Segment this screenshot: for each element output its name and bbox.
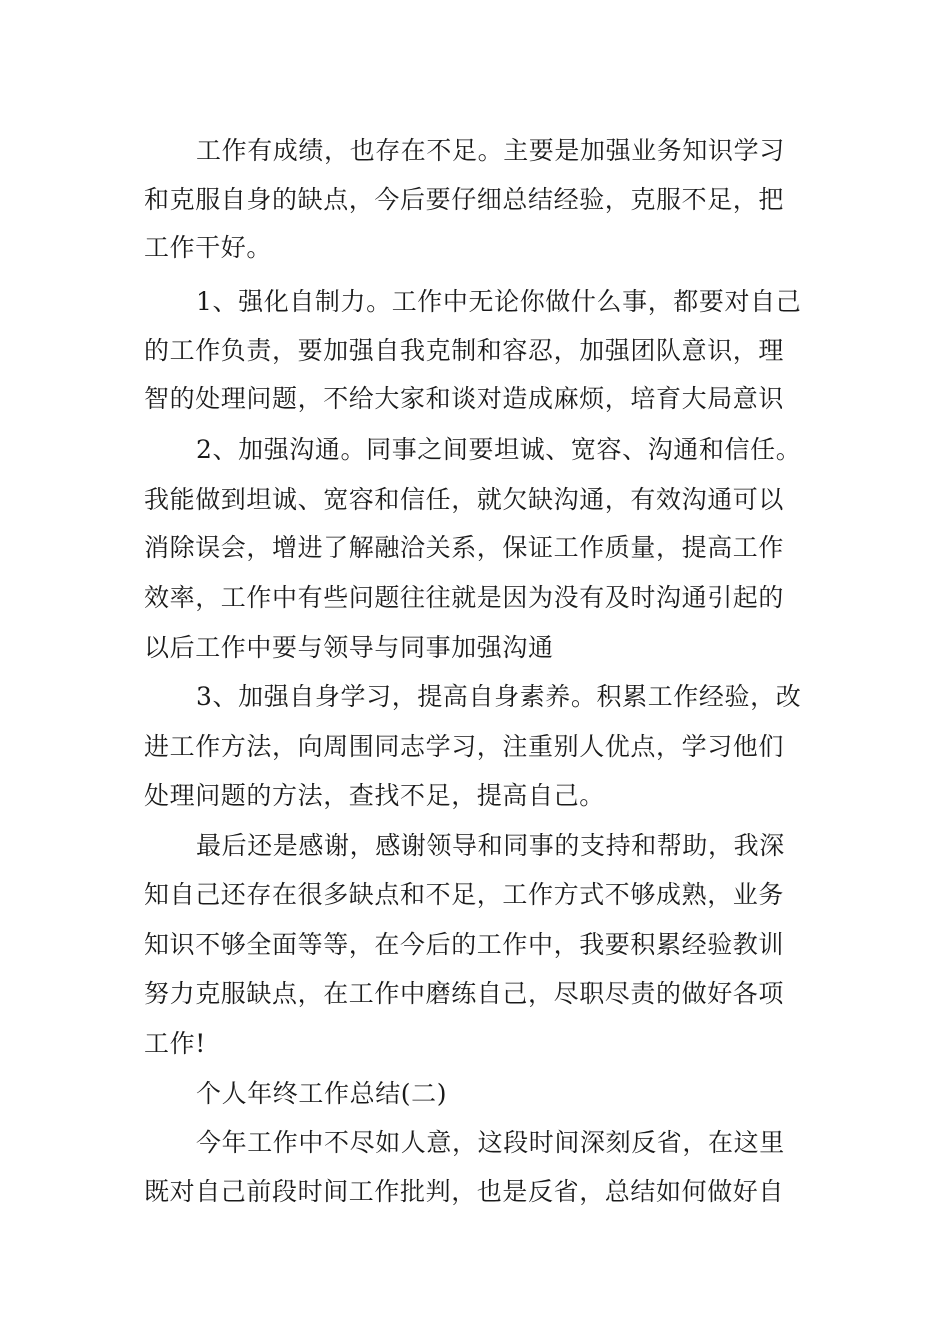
text-line: 2、加强沟通。同事之间要坦诚、宽容、沟通和信任。 [196, 435, 802, 464]
text-line: 工作干好。 [144, 233, 273, 262]
text-line: 3、加强自身学习，提高自身素养。积累工作经验，改 [196, 682, 802, 711]
text-line: 既对自己前段时间工作批判，也是反省，总结如何做好自 [144, 1177, 785, 1206]
text-line: 今年工作中不尽如人意，这段时间深刻反省，在这里 [196, 1128, 785, 1157]
text-line: 1、强化自制力。工作中无论你做什么事，都要对自己 [196, 287, 802, 316]
text-line: 最后还是感谢，感谢领导和同事的支持和帮助，我深 [196, 831, 785, 860]
text-line: 处理问题的方法，查找不足，提高自己。 [144, 781, 605, 810]
text-line: 的工作负责，要加强自我克制和容忍，加强团队意识，理 [144, 336, 785, 365]
text-line: 工作有成绩，也存在不足。主要是加强业务知识学习 [196, 136, 785, 165]
section-heading: 个人年终工作总结(二) [196, 1079, 448, 1108]
text-line: 知自己还存在很多缺点和不足，工作方式不够成熟，业务 [144, 880, 785, 909]
text-line: 智的处理问题，不给大家和谈对造成麻烦，培育大局意识 [144, 384, 785, 413]
text-line: 以后工作中要与领导与同事加强沟通 [144, 633, 554, 662]
text-line: 进工作方法，向周围同志学习，注重别人优点，学习他们 [144, 732, 785, 761]
text-line: 努力克服缺点，在工作中磨练自己，尽职尽责的做好各项 [144, 979, 785, 1008]
text-line: 工作! [144, 1029, 206, 1058]
text-line: 和克服自身的缺点，今后要仔细总结经验，克服不足，把 [144, 185, 785, 214]
text-line: 我能做到坦诚、宽容和信任，就欠缺沟通，有效沟通可以 [144, 485, 785, 514]
text-line: 知识不够全面等等，在今后的工作中，我要积累经验教训 [144, 930, 785, 959]
text-line: 消除误会，增进了解融洽关系，保证工作质量，提高工作 [144, 533, 785, 562]
text-line: 效率，工作中有些问题往往就是因为没有及时沟通引起的 [144, 583, 785, 612]
